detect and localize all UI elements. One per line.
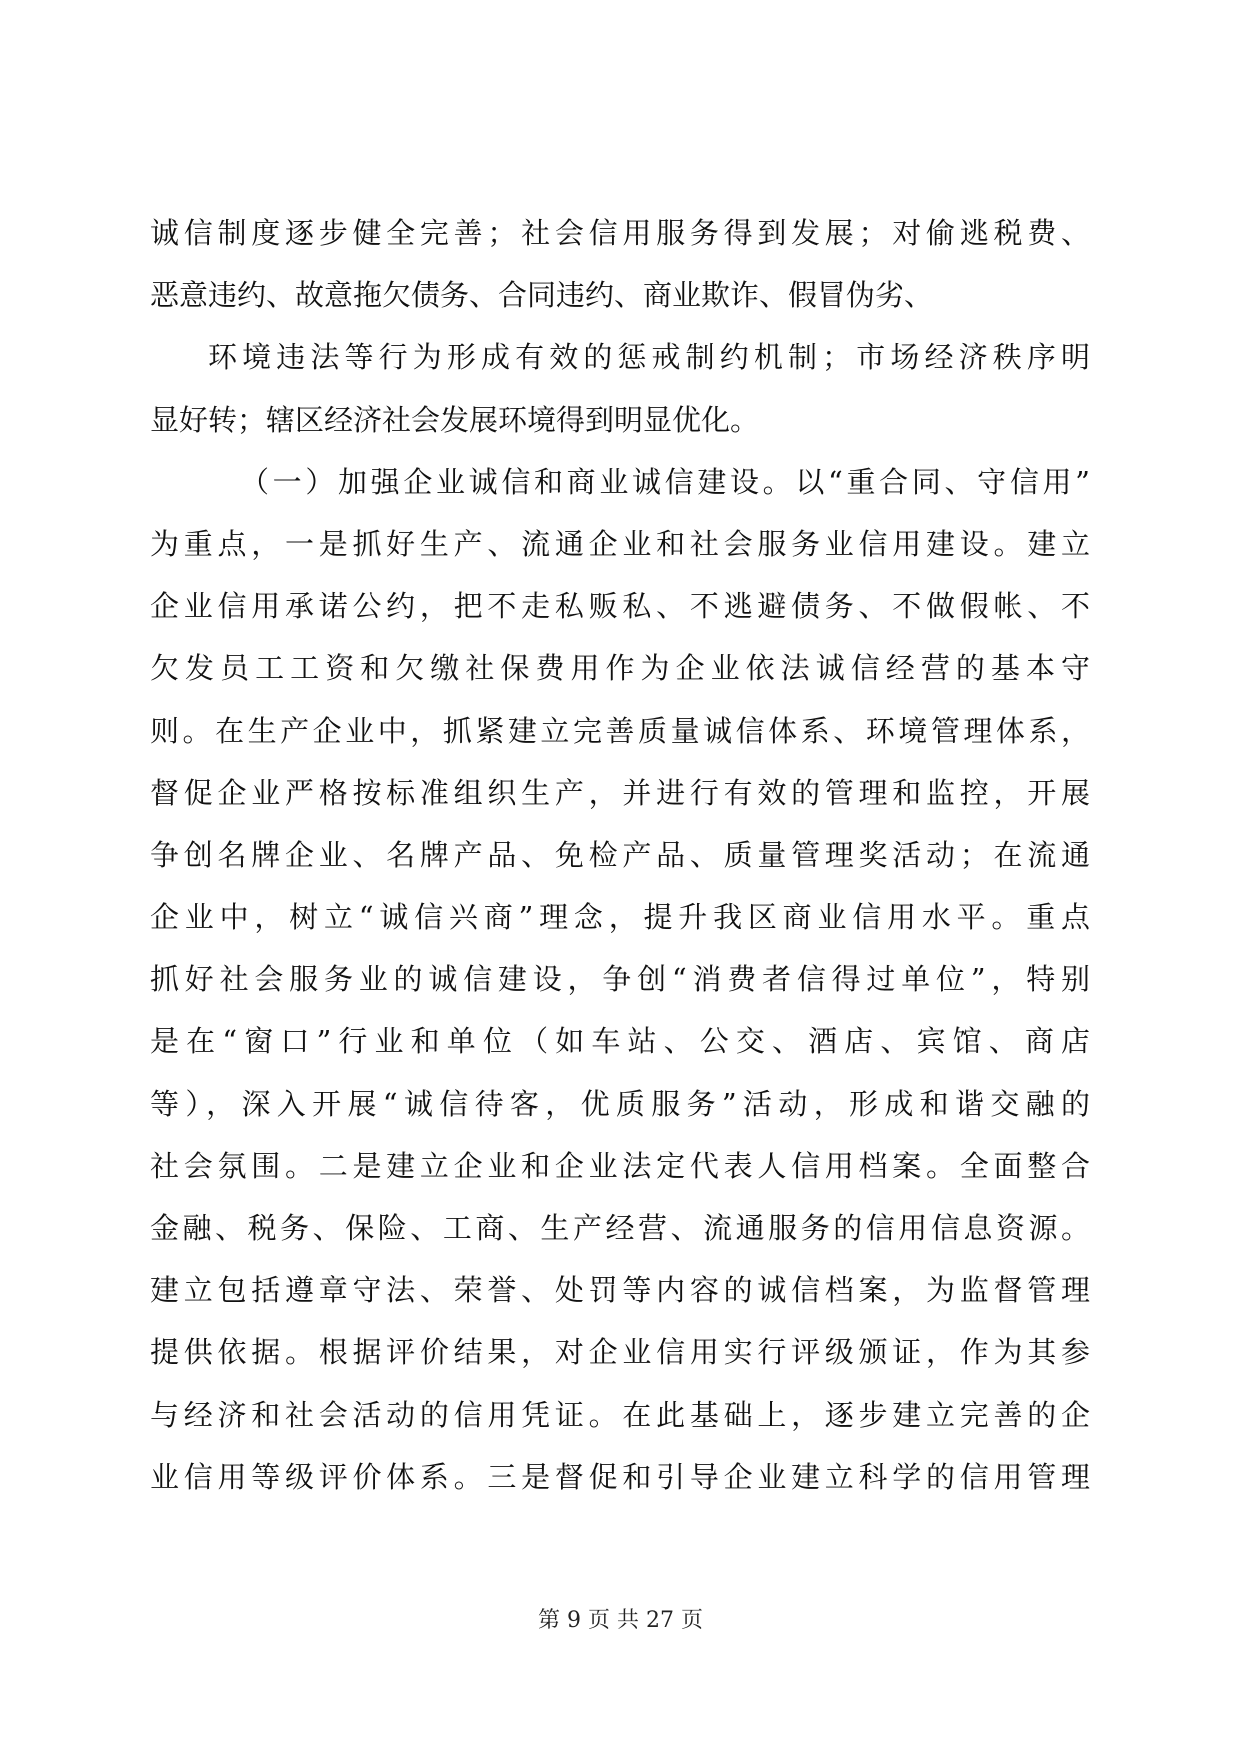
text-line: 等），深入开展“诚信待客，优质服务”活动，形成和谐交融的	[150, 1086, 1090, 1121]
text-line: 恶意违约、故意拖欠债务、合同违约、商业欺诈、假冒伪劣、	[150, 278, 934, 313]
text-line: 企业信用承诺公约，把不走私贩私、不逃避债务、不做假帐、不	[150, 589, 1090, 624]
text-line: 是在“窗口”行业和单位（如车站、公交、酒店、宾馆、商店	[150, 1024, 1090, 1059]
text-line: 企业中，树立“诚信兴商”理念，提升我区商业信用水平。重点	[150, 900, 1090, 935]
text-line: 抓好社会服务业的诚信建设，争创“消费者信得过单位”，特别	[150, 962, 1090, 997]
text-line: 欠发员工工资和欠缴社保费用作为企业依法诚信经营的基本守	[150, 651, 1090, 686]
text-line: 为重点，一是抓好生产、流通企业和社会服务业信用建设。建立	[150, 526, 1090, 561]
text-line: （一）加强企业诚信和商业诚信建设。以“重合同、守信用”	[240, 464, 1090, 499]
text-line: 金融、税务、保险、工商、生产经营、流通服务的信用信息资源。	[150, 1211, 1090, 1245]
text-line: 社会氛围。二是建立企业和企业法定代表人信用档案。全面整合	[150, 1148, 1090, 1183]
text-line: 则。在生产企业中，抓紧建立完善质量诚信体系、环境管理体系，	[150, 713, 1090, 748]
text-line: 督促企业严格按标准组织生产，并进行有效的管理和监控，开展	[150, 775, 1090, 810]
document-body	[150, 202, 1090, 1508]
page-number-footer: 第 9 页 共 27 页	[538, 1608, 703, 1633]
text-line: 提供依据。根据评价结果，对企业信用实行评级颁证，作为其参	[150, 1335, 1090, 1370]
text-line: 业信用等级评价体系。三是督促和引导企业建立科学的信用管理	[150, 1459, 1090, 1494]
text-line: 与经济和社会活动的信用凭证。在此基础上，逐步建立完善的企	[150, 1397, 1090, 1432]
text-line: 建立包括遵章守法、荣誉、处罚等内容的诚信档案，为监督管理	[150, 1273, 1090, 1308]
text-line: 显好转；辖区经济社会发展环境得到明显优化。	[150, 402, 760, 437]
text-line: 环境违法等行为形成有效的惩戒制约机制；市场经济秩序明	[208, 340, 1090, 375]
text-line: 争创名牌企业、名牌产品、免检产品、质量管理奖活动；在流通	[150, 837, 1090, 872]
text-line: 诚信制度逐步健全完善；社会信用服务得到发展；对偷逃税费、	[150, 216, 1090, 250]
